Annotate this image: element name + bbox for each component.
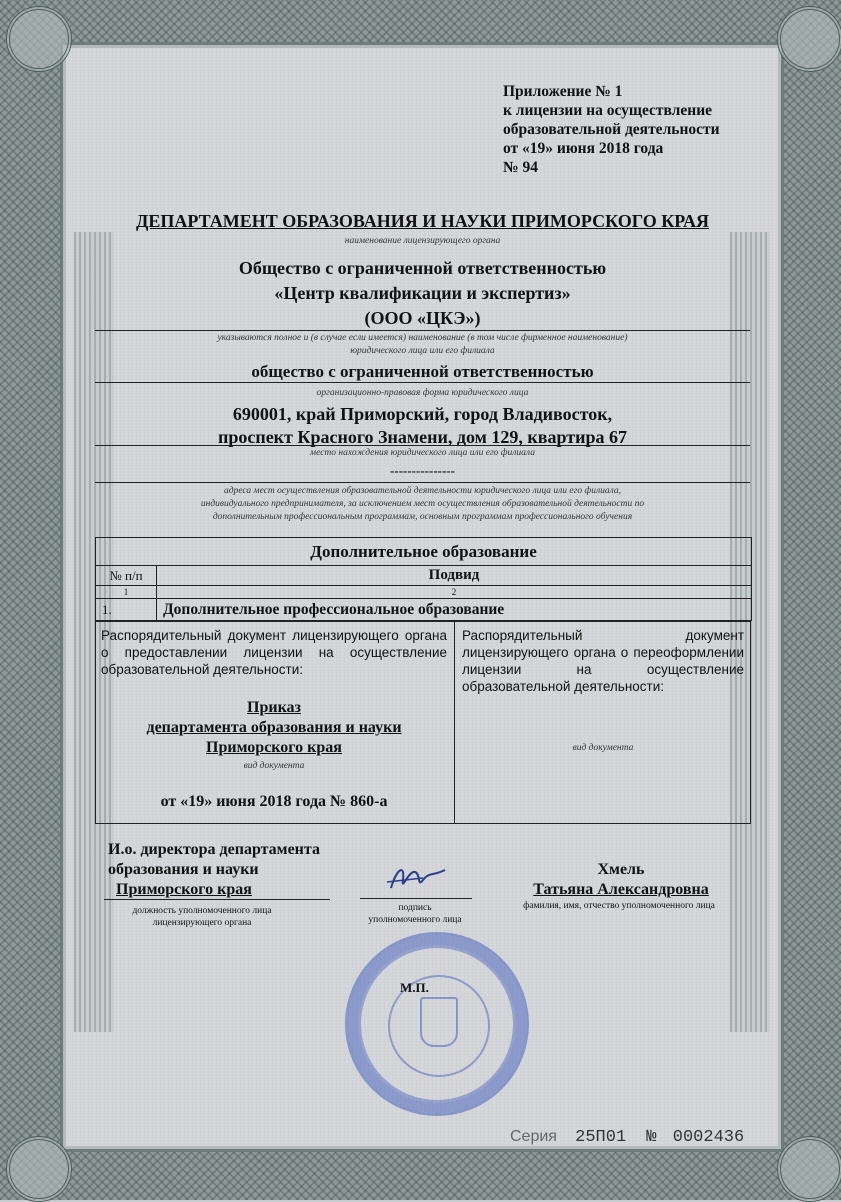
issuance-document-text: Распорядительный документ лицензирующего органа о предоставлении лицензии на осуществление образовательной деятельности: bbox=[101, 628, 447, 677]
location-caption: место нахождения юридического лица или его филиала bbox=[310, 448, 535, 458]
table-row bbox=[96, 599, 752, 621]
activity-addresses-caption: адреса мест осуществления образовательной деятельности юридического лица или его филиала, bbox=[224, 486, 621, 496]
official-name bbox=[500, 860, 742, 900]
signature-caption bbox=[345, 902, 485, 926]
underline bbox=[95, 482, 750, 483]
corner-ornament-icon bbox=[777, 6, 841, 72]
appendix-line: образовательной деятельности bbox=[503, 121, 720, 138]
caption-line: подпись bbox=[398, 903, 432, 913]
licensee-caption: указываются полное и (в случае если имеется) наименование (в том числе фирменное наименование) bbox=[217, 333, 628, 343]
caption-line: должность уполномоченного лица bbox=[132, 906, 272, 916]
caption-line: уполномоченного лица bbox=[368, 915, 462, 925]
name-caption: фамилия, имя, отчество уполномоченного лица bbox=[523, 901, 715, 911]
appendix-line: № 94 bbox=[503, 159, 538, 176]
official-position bbox=[108, 840, 320, 900]
position-line: образования и науки bbox=[108, 861, 259, 878]
legal-form: общество с ограниченной ответственностью bbox=[251, 362, 594, 381]
document-block bbox=[95, 621, 751, 824]
column-number: 1 bbox=[96, 586, 157, 599]
licensee-name-line: Общество с ограниченной ответственностью bbox=[238, 258, 607, 278]
corner-ornament-icon bbox=[6, 1136, 72, 1202]
column-header-subtype: Подвид bbox=[157, 566, 752, 586]
licensee-name-line: «Центр квалификации и экспертиз» bbox=[274, 283, 571, 303]
underline bbox=[95, 445, 750, 446]
caption-line: лицензирующего органа bbox=[152, 918, 252, 928]
number-sign: № bbox=[646, 1128, 657, 1147]
coat-of-arms-icon bbox=[420, 997, 458, 1047]
position-line: И.о. директора департамента bbox=[108, 841, 320, 858]
reissue-document-text: Распорядительный документ лицензирующего органа о переоформлении лицензии на осуществление образовательной деятельности: bbox=[462, 628, 744, 694]
education-table bbox=[95, 537, 752, 621]
document-type-caption: вид документа bbox=[243, 761, 305, 771]
address-line: 690001, край Приморский, город Владивосток, bbox=[232, 404, 613, 424]
row-number: 1. bbox=[96, 599, 157, 621]
appendix-line: Приложение № 1 bbox=[503, 83, 623, 100]
underline bbox=[95, 330, 750, 331]
activity-addresses-caption: дополнительным профессиональным программам, основным программам профессионального обучения bbox=[212, 512, 633, 522]
order-issuer: Приморского края bbox=[206, 739, 342, 756]
corner-ornament-icon bbox=[777, 1136, 841, 1202]
underline bbox=[104, 899, 330, 900]
divider bbox=[454, 622, 455, 823]
column-header-number: № п/п bbox=[96, 566, 157, 586]
address-line: проспект Красного Знамени, дом 129, квартира 67 bbox=[217, 427, 628, 447]
form-series bbox=[510, 1128, 744, 1147]
activity-addresses-caption: индивидуального предпринимателя, за исключением мест осуществления образовательной деятельности по bbox=[200, 499, 645, 509]
table-title: Дополнительное образование bbox=[96, 538, 752, 566]
authority-name: ДЕПАРТАМЕНТ ОБРАЗОВАНИЯ И НАУКИ ПРИМОРСКОГО КРАЯ bbox=[136, 211, 709, 231]
official-seal-icon bbox=[345, 932, 529, 1116]
order-date-number: от «19» июня 2018 года № 860-а bbox=[160, 793, 388, 810]
appendix-line: от «19» июня 2018 года bbox=[503, 140, 664, 157]
order-issuer: департамента образования и науки bbox=[146, 719, 402, 736]
order-title: Приказ bbox=[247, 699, 301, 716]
series-label: Серия bbox=[510, 1128, 557, 1145]
column-number: 2 bbox=[157, 586, 752, 599]
form-number: 0002436 bbox=[672, 1128, 745, 1147]
given-names: Татьяна Александровна bbox=[533, 881, 709, 898]
series-code: 25П01 bbox=[575, 1128, 627, 1147]
authority-caption: наименование лицензирующего органа bbox=[344, 236, 501, 246]
row-subtype: Дополнительное профессиональное образование bbox=[157, 599, 752, 621]
underline bbox=[95, 382, 750, 383]
surname: Хмель bbox=[597, 861, 645, 878]
activity-addresses-value: --------------- bbox=[390, 463, 455, 478]
position-caption bbox=[104, 905, 300, 929]
handwritten-signature bbox=[383, 858, 453, 900]
licensee-caption: юридического лица или его филиала bbox=[350, 346, 495, 356]
document-type-caption: вид документа bbox=[572, 743, 634, 753]
legal-form-caption: организационно-правовая форма юридического лица bbox=[316, 388, 529, 398]
seal-placeholder: М.П. bbox=[400, 980, 429, 995]
appendix-header bbox=[503, 82, 720, 177]
corner-ornament-icon bbox=[6, 6, 72, 72]
licensee-short-name: (ООО «ЦКЭ») bbox=[364, 308, 481, 328]
appendix-line: к лицензии на осуществление bbox=[503, 102, 713, 119]
position-line: Приморского края bbox=[116, 881, 252, 898]
underline bbox=[360, 898, 472, 899]
